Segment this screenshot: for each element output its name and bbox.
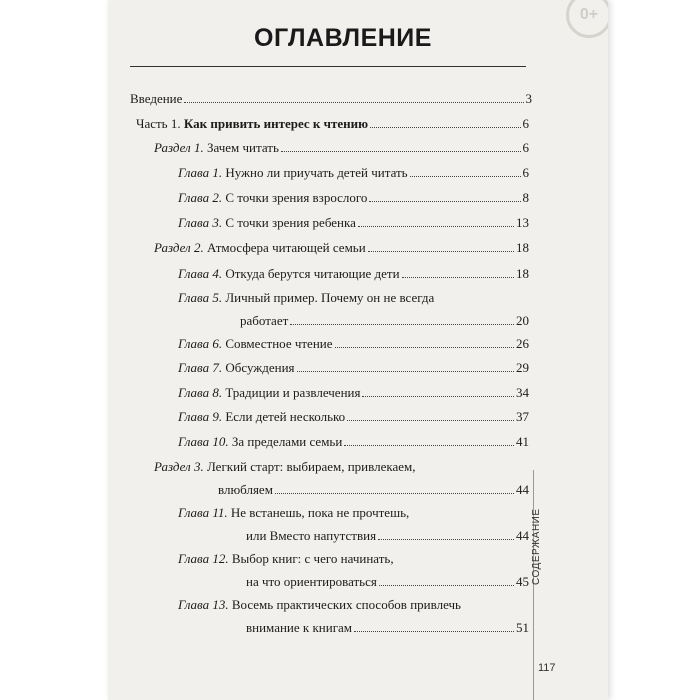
leader-dots: [347, 420, 514, 421]
toc-entry-text: Откуда берутся читающие дети: [225, 266, 400, 281]
toc-page-number: 41: [516, 434, 529, 449]
leader-dots: [344, 445, 514, 446]
toc-page-number: 51: [516, 620, 529, 635]
toc-page-number: 29: [516, 360, 529, 375]
leader-dots: [369, 201, 520, 202]
toc-page-number: 6: [522, 116, 529, 131]
toc-entry-intro: [130, 91, 532, 107]
toc-chapter-label: Глава 2.: [178, 190, 223, 205]
toc-chapter-label: Глава 13.: [178, 597, 229, 612]
toc-chapter-label: Глава 4.: [178, 266, 223, 281]
toc-page-number: 18: [516, 266, 529, 281]
toc-entry-text: Выбор книг: с чего начинать,: [231, 551, 394, 566]
toc-chapter-label: Глава 5.: [178, 290, 223, 305]
toc-entry-section-1: [154, 140, 529, 156]
toc-section-label: Раздел 2.: [154, 240, 204, 255]
toc-page-number: 6: [522, 165, 529, 180]
toc-chapter-label: Глава 1.: [178, 165, 223, 180]
toc-entry-chapter-9: [178, 409, 529, 425]
toc-entry-chapter-6: [178, 336, 529, 352]
toc-entry-chapter-1: [178, 165, 529, 181]
leader-dots: [354, 631, 514, 632]
toc-entry-chapter-2: [178, 190, 529, 206]
toc-chapter-label: Глава 10.: [178, 434, 229, 449]
corner-badge-icon: 0+: [566, 0, 608, 38]
leader-dots: [379, 585, 514, 586]
toc-page-number: 20: [516, 313, 529, 328]
leader-dots: [368, 251, 514, 252]
leader-dots: [358, 226, 514, 227]
leader-dots: [362, 396, 514, 397]
toc-entry-text-cont: внимание к книгам: [246, 620, 353, 635]
title-divider: [130, 66, 526, 67]
toc-chapter-label: Глава 3.: [178, 215, 223, 230]
toc-chapter-label: Глава 9.: [178, 409, 223, 424]
toc-page-number: 13: [516, 215, 529, 230]
toc-page-number: 26: [516, 336, 529, 351]
toc-entry-text: За пределами семьи: [231, 434, 343, 449]
toc-entry-text-cont: или Вместо напутствия: [246, 528, 377, 543]
toc-page-number: 3: [525, 91, 532, 106]
toc-section-label: Раздел 1.: [154, 140, 204, 155]
toc-entry-text: Зачем читать: [206, 140, 279, 155]
toc-entry-text: Личный пример. Почему он не всегда: [225, 290, 435, 305]
toc-entry-section-2: [154, 240, 529, 256]
leader-dots: [402, 277, 514, 278]
toc-entry-chapter-11: [178, 505, 529, 544]
toc-entry-text: Обсуждения: [225, 360, 295, 375]
toc-entry-chapter-7: [178, 360, 529, 376]
toc-entry-text-cont: влюбляем: [218, 482, 273, 497]
toc-entry-text-cont: на что ориентироваться: [246, 574, 377, 589]
leader-dots: [290, 324, 514, 325]
toc-entry-chapter-13: [178, 597, 529, 636]
toc-entry-chapter-4: [178, 266, 529, 282]
leader-dots: [275, 493, 514, 494]
toc-entry-text: С точки зрения взрослого: [225, 190, 368, 205]
leader-dots: [184, 102, 523, 103]
toc-chapter-label: Глава 7.: [178, 360, 223, 375]
toc-chapter-label: Глава 6.: [178, 336, 223, 351]
toc-chapter-label: Глава 8.: [178, 385, 223, 400]
toc-chapter-label: Глава 11.: [178, 505, 228, 520]
toc-entry-text: Как привить интерес к чтению: [183, 116, 369, 131]
leader-dots: [335, 347, 514, 348]
toc-chapter-label: Глава 12.: [178, 551, 229, 566]
leader-dots: [410, 176, 521, 177]
toc-section-label: Раздел 3.: [154, 459, 204, 474]
leader-dots: [378, 539, 514, 540]
toc-entry-text: Восемь практических способов привлечь: [231, 597, 461, 612]
toc-entry-chapter-10: [178, 434, 529, 450]
toc-entry-part-1: [136, 116, 529, 132]
toc-entry-text: Традиции и развлечения: [225, 385, 361, 400]
toc-entry-chapter-3: [178, 215, 529, 231]
leader-dots: [297, 371, 514, 372]
page-title: ОГЛАВЛЕНИЕ: [254, 24, 432, 52]
toc-entry-text: Если детей несколько: [225, 409, 346, 424]
leader-dots: [370, 127, 520, 128]
side-tab-divider: [533, 470, 534, 700]
folio-page-number: 117: [538, 662, 556, 674]
toc-page-number: 44: [516, 528, 529, 543]
toc-page-number: 37: [516, 409, 529, 424]
toc-entry-section-3: [154, 459, 529, 498]
leader-dots: [281, 151, 521, 152]
toc-page-number: 34: [516, 385, 529, 400]
toc-page-number: 6: [522, 140, 529, 155]
toc-page-number: 18: [516, 240, 529, 255]
toc-page-number: 45: [516, 574, 529, 589]
toc-entry-text: Легкий старт: выбираем, привлекаем,: [206, 459, 416, 474]
toc-entry-text: Не встанешь, пока не прочтешь,: [230, 505, 410, 520]
toc-entry-chapter-8: [178, 385, 529, 401]
toc-page-number: 44: [516, 482, 529, 497]
side-tab-label: СОДЕРЖАНИЕ: [531, 508, 542, 585]
toc-entry-text: Совместное чтение: [225, 336, 333, 351]
toc-entry-text: С точки зрения ребенка: [225, 215, 356, 230]
toc-entry-chapter-12: [178, 551, 529, 590]
toc-entry-text: Введение: [130, 91, 183, 106]
toc-entry-chapter-5: [178, 290, 529, 329]
book-page: [108, 0, 608, 700]
toc-part-label: Часть 1.: [136, 116, 181, 131]
toc-entry-text-cont: работает: [240, 313, 289, 328]
toc-entry-text: Атмосфера читающей семьи: [206, 240, 366, 255]
toc-entry-text: Нужно ли приучать детей читать: [225, 165, 408, 180]
toc-page-number: 8: [522, 190, 529, 205]
